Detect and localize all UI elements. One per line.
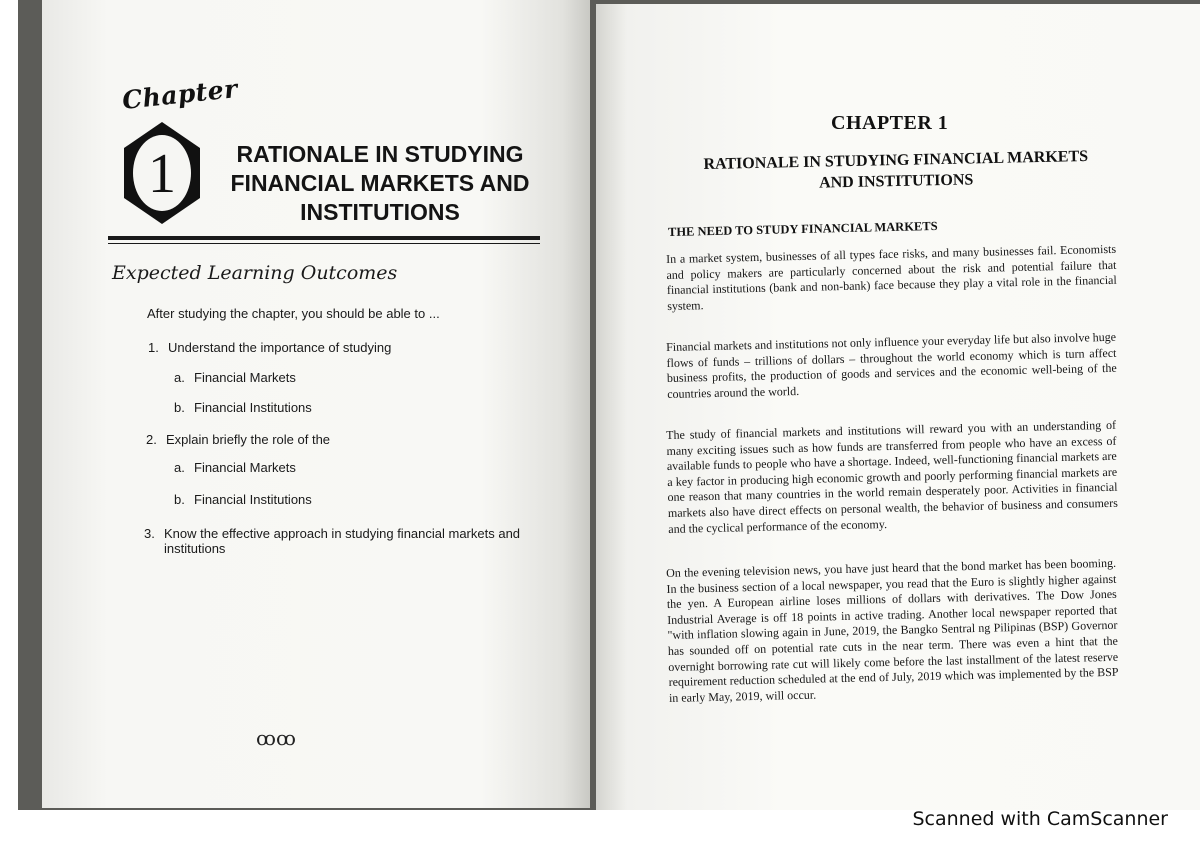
chapter-title (210, 140, 550, 227)
main-title-line: RATIONALE IN STUDYING FINANCIAL MARKETS (703, 147, 1089, 174)
chapter-title-line: INSTITUTIONS (300, 199, 460, 225)
outcomes-heading: Expected Learning Outcomes (112, 262, 398, 284)
outcome-subitem: b. Financial Institutions (174, 400, 312, 415)
ornament-flourish: ꝏꝏ (256, 726, 296, 750)
outcome-item: 2. Explain briefly the role of the (146, 432, 331, 447)
chapter-heading: CHAPTER 1 (831, 112, 949, 134)
outcomes-intro: After studying the chapter, you should be able to ... (147, 306, 440, 321)
left-page (42, 0, 590, 808)
chapter-script-label: Chapter (120, 74, 240, 115)
camscanner-watermark: Scanned with CamScanner (912, 808, 1168, 830)
outcome-item: 1. Understand the importance of studying (148, 340, 392, 355)
hexagon-badge-icon (120, 118, 204, 228)
body-paragraph: On the evening television news, you have just heard that the bond market has been booming. In the business section of a local newspaper, you read that the Euro is slightly higher against the yen. A European airline loses millions of dollars with derivatives. The Dow Jones Industrial Average is off 18 points in active trading. Another local newspaper reported that "with inflation slowing again in June, 2019, the Bangko Sentral ng Pilipinas (BSP) Governor has sounded off on potential rate cuts in the near term. There was even a hint that the overnight borrowing rate cut will likely come before the last installment of the latest reserve requirement reduction scheduled at the end of July, 2019 which was implemented by the BSP in early May, 2019, will occur. (666, 555, 1119, 705)
chapter-title-line: FINANCIAL MARKETS AND (230, 170, 530, 196)
chapter-number: 1 (148, 143, 176, 205)
outcome-subitem: a. Financial Markets (174, 370, 296, 385)
outcome-subitem: b. Financial Institutions (174, 492, 312, 507)
main-title-line: AND INSTITUTIONS (818, 171, 974, 192)
body-paragraph: The study of financial markets and institutions will reward you with an understanding of many exciting issues such as how funds are transferred from people who have an excess of available funds to people who have a shortage. Indeed, well-functioning financial markets are a key factor in producing high economic growth and poorly performing financial markets are one reason that many countries in the world remain desperately poor. Activities in financial markets also have direct effects on personal wealth, the behavior of business and consumers and the cyclical performance of the economy. (666, 417, 1118, 536)
title-divider-thin (108, 243, 540, 244)
right-page (596, 4, 1200, 810)
outcome-subitem: a. Financial Markets (174, 460, 296, 475)
section-heading: THE NEED TO STUDY FINANCIAL MARKETS (667, 218, 938, 240)
chapter-number-badge (120, 118, 204, 228)
main-title (666, 145, 1127, 197)
outcome-item: 3. Know the effective approach in studying financial markets and (144, 526, 521, 541)
body-paragraph: In a market system, businesses of all types face risks, and many businesses fail. Economists and policy makers are particularly concerned about the risk and potential failure that financial institutions (bank and non-bank) face because they play a vital role in the financial system. (666, 241, 1117, 313)
scanned-book-spread (18, 0, 1200, 810)
outcome-item-continuation: institutions (164, 541, 226, 556)
title-divider-thick (108, 236, 540, 240)
chapter-title-line: RATIONALE IN STUDYING (236, 141, 524, 167)
body-paragraph: Financial markets and institutions not only influence your everyday life but also involve huge flows of funds – trillions of dollars – throughout the world economy which is turn affect business profits, the production of goods and services and the economic well-being of the countries around the world. (666, 329, 1117, 401)
